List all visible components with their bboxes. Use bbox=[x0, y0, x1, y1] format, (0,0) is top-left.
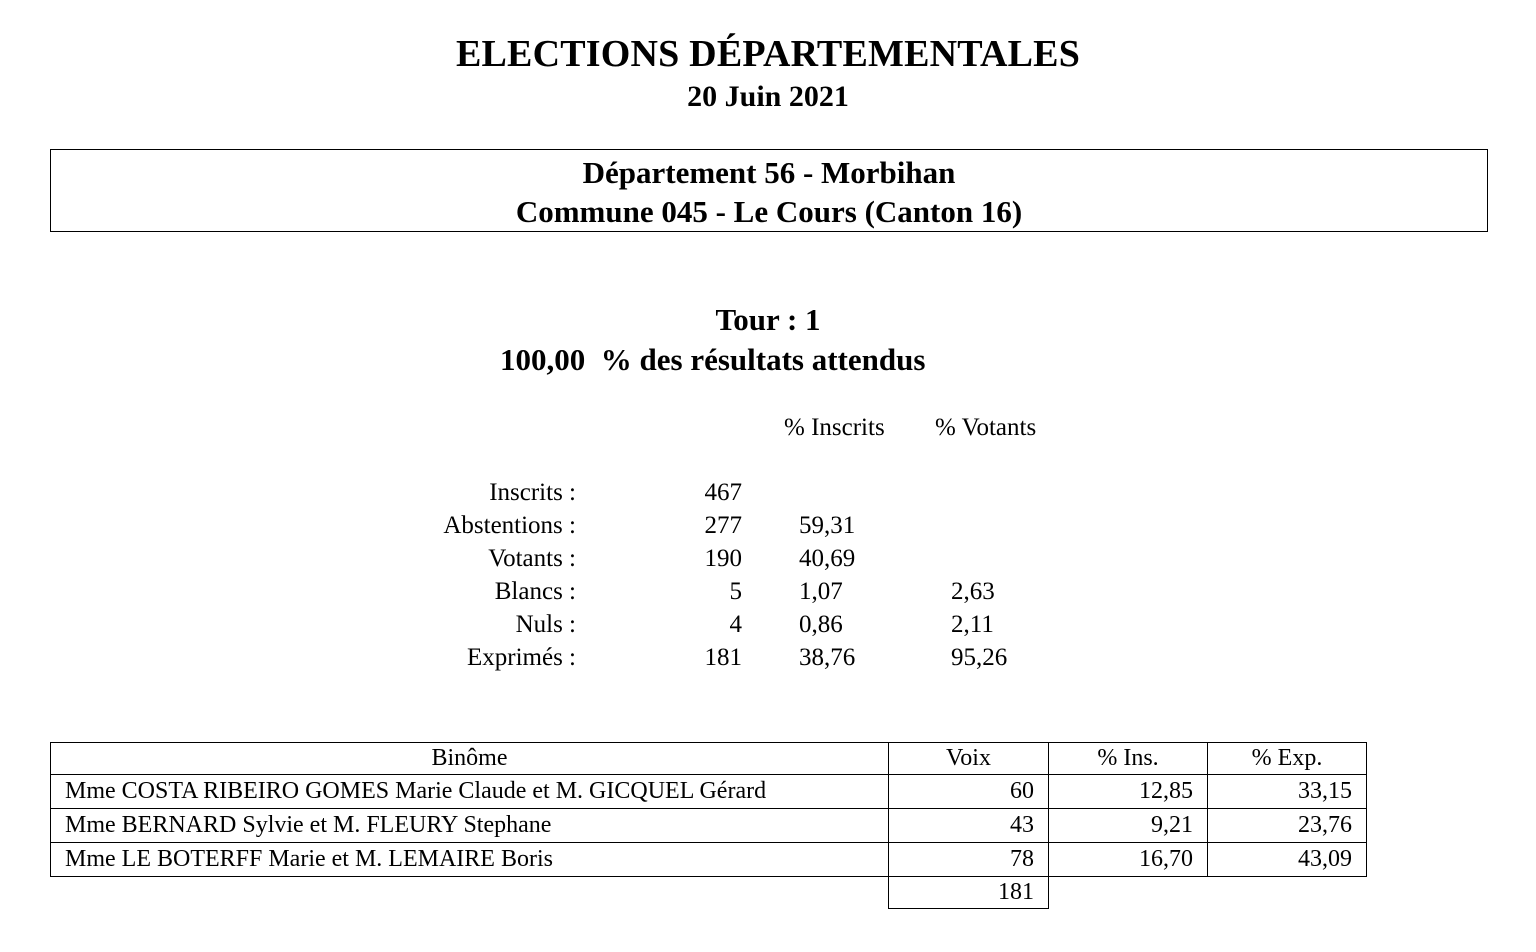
header-pct-inscrits: % Inscrits bbox=[784, 414, 885, 441]
stat-label: Blancs : bbox=[494, 578, 576, 605]
pct-ins-cell: 12,85 bbox=[1049, 775, 1208, 809]
stat-pct-inscrits: 59,31 bbox=[799, 512, 856, 539]
page-title: ELECTIONS DÉPARTEMENTALES bbox=[455, 33, 1081, 75]
column-header-pct-ins: % Ins. bbox=[1049, 743, 1208, 775]
table-row bbox=[51, 843, 1367, 877]
pct-exp-cell: 23,76 bbox=[1208, 809, 1367, 843]
election-date: 20 Juin 2021 bbox=[687, 80, 849, 113]
pct-exp-cell: 33,15 bbox=[1208, 775, 1367, 809]
departement-label: Département 56 - Morbihan bbox=[582, 155, 956, 190]
voix-cell: 60 bbox=[889, 775, 1049, 809]
total-voix-cell: 181 bbox=[889, 877, 1049, 909]
binome-cell: Mme COSTA RIBEIRO GOMES Marie Claude et M. GICQUEL Gérard bbox=[51, 775, 889, 809]
voix-cell: 78 bbox=[889, 843, 1049, 877]
stat-label: Votants : bbox=[488, 545, 576, 572]
stat-row-inscrits bbox=[0, 479, 1536, 512]
total-row bbox=[51, 877, 1367, 909]
table-header-row bbox=[51, 743, 1367, 775]
pct-exp-cell: 43,09 bbox=[1208, 843, 1367, 877]
column-header-voix: Voix bbox=[889, 743, 1049, 775]
stat-pct-inscrits: 40,69 bbox=[799, 545, 856, 572]
stat-count: 5 bbox=[729, 578, 742, 605]
pct-ins-cell: 16,70 bbox=[1049, 843, 1208, 877]
stat-pct-inscrits: 0,86 bbox=[799, 611, 843, 638]
stat-count: 277 bbox=[704, 512, 742, 539]
column-header-pct-exp: % Exp. bbox=[1208, 743, 1367, 775]
results-progress: 100,00 % des résultats attendus bbox=[500, 342, 926, 377]
stat-row-exprimes bbox=[0, 644, 1536, 677]
tour-label: Tour : 1 bbox=[715, 302, 821, 337]
stat-row-abstentions bbox=[0, 512, 1536, 545]
binome-cell: Mme BERNARD Sylvie et M. FLEURY Stephane bbox=[51, 809, 889, 843]
stat-count: 467 bbox=[704, 479, 742, 506]
pct-ins-cell: 9,21 bbox=[1049, 809, 1208, 843]
stat-label: Nuls : bbox=[515, 611, 576, 638]
stat-count: 190 bbox=[704, 545, 742, 572]
stat-row-votants bbox=[0, 545, 1536, 578]
column-header-binome: Binôme bbox=[51, 743, 889, 775]
results-table bbox=[50, 742, 1367, 909]
commune-label: Commune 045 - Le Cours (Canton 16) bbox=[515, 194, 1023, 229]
stat-pct-votants: 2,63 bbox=[951, 578, 995, 605]
stat-pct-votants: 95,26 bbox=[951, 644, 1008, 671]
stat-pct-inscrits: 38,76 bbox=[799, 644, 856, 671]
stat-label: Inscrits : bbox=[489, 479, 576, 506]
stat-label: Exprimés : bbox=[466, 644, 576, 671]
stat-row-blancs bbox=[0, 578, 1536, 611]
location-box bbox=[50, 149, 1488, 232]
table-row bbox=[51, 809, 1367, 843]
stat-pct-inscrits: 1,07 bbox=[799, 578, 843, 605]
voix-cell: 43 bbox=[889, 809, 1049, 843]
stat-count: 4 bbox=[729, 611, 742, 638]
stat-pct-votants: 2,11 bbox=[951, 611, 994, 638]
stat-row-nuls bbox=[0, 611, 1536, 644]
stat-label: Abstentions : bbox=[443, 512, 576, 539]
binome-cell: Mme LE BOTERFF Marie et M. LEMAIRE Boris bbox=[51, 843, 889, 877]
stat-count: 181 bbox=[704, 644, 742, 671]
header-pct-votants: % Votants bbox=[935, 414, 1037, 441]
table-row bbox=[51, 775, 1367, 809]
